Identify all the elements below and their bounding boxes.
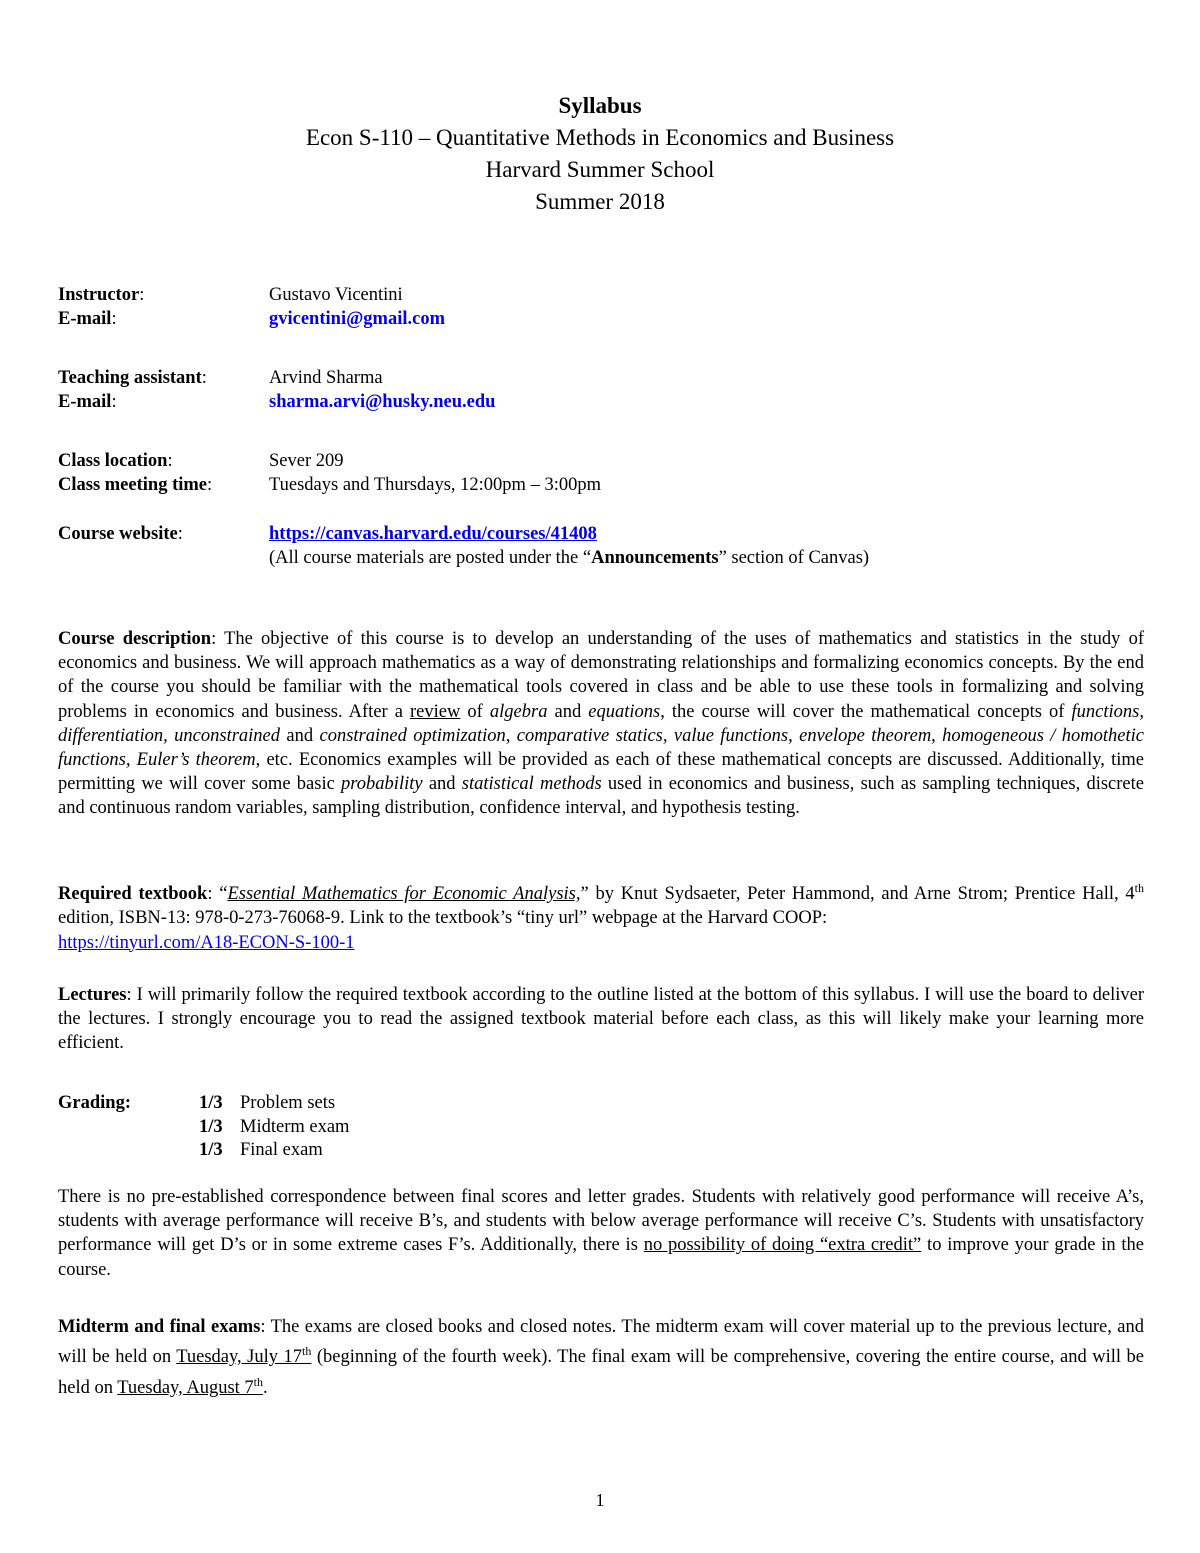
grading-policy: There is no pre-established correspondence between final scores and letter grades. Students with relatively good performance will receive A’s, students with average performance will receive B’s, and students with below average performance will receive C’s. Students with unsatisfactory performance will get D’s or in some extreme cases F’s. Additionally, there is no possibility of doing “extra credit” to improve your grade in the course.	[58, 1187, 1144, 1280]
website-label: Course website	[58, 524, 178, 544]
no-extra-credit: no possibility of doing “extra credit”	[643, 1235, 922, 1256]
term: Summer 2018	[535, 189, 665, 214]
ta-label: Teaching assistant	[58, 368, 202, 388]
instructor-email[interactable]: gvicentini@gmail.com	[269, 309, 445, 329]
ta-email-label: E-mail	[58, 392, 112, 412]
grading-item: Problem sets	[240, 1093, 336, 1113]
instructor-label: Instructor	[58, 285, 140, 305]
exams-section: Midterm and final exams: The exams are closed books and closed notes. The midterm exam will cover material up to the previous lecture, and will be held on Tuesday, July 17th (beginning of the fourth week). The final exam will be comprehensive, covering the entire course, and will be held on Tuesday, August 7th.	[58, 1317, 1145, 1398]
grading-fraction: 1/3	[199, 1140, 223, 1160]
syllabus-page	[58, 0, 1144, 1553]
instructor-email-label: E-mail	[58, 309, 112, 329]
midterm-date: Tuesday, July 17th	[176, 1344, 312, 1368]
lectures-text: I will primarily follow the required textbook according to the outline listed at the bottom of this syllabus. I will use the board to deliver the lectures. I strongly encourage you to read the assigned textbook material before each class, as this will likely make your learning more efficient.	[58, 985, 1144, 1054]
textbook-title: Essential Mathematics for Economic Analysis,	[227, 884, 581, 905]
ta-email[interactable]: sharma.arvi@husky.neu.edu	[269, 392, 496, 412]
announcements-label: Announcements	[591, 548, 719, 568]
grading-item: Midterm exam	[240, 1116, 350, 1137]
website-note: (All course materials are posted under the “Announcements” section of Canvas)	[269, 548, 870, 568]
required-textbook: Required textbook: “Essential Mathematics for Economic Analysis,” by Knut Sydsaeter, Peter Hammond, and Arne Strom; Prentice Hall, 4th edition, ISBN-13: 978-0-273-76068-9. Link to the textbook’s “tiny url” webpage at the Harvard COOP: https://tinyurl.com/A18-ECON-S-100-1	[58, 881, 1145, 953]
page-title: Syllabus	[558, 93, 642, 118]
school-name: Harvard Summer School	[485, 157, 715, 182]
title-block	[58, 90, 1142, 218]
location-label: Class location	[58, 451, 168, 471]
logistics-block: Class location: Sever 209 Class meeting time: Tuesdays and Thursdays, 12:00pm – 3:00pm	[58, 449, 1144, 497]
lectures-section: Lectures: I will primarily follow the required textbook according to the outline listed at the bottom of this syllabus. I will use the board to deliver the lectures. I strongly encourage you to read the assigned textbook material before each class, as this will likely make your learning more efficient.	[58, 985, 1144, 1054]
grading-section: Grading: 1/3 Problem sets 1/3 Midterm exam 1/3 Final exam	[58, 1092, 349, 1163]
grading-fraction: 1/3	[199, 1116, 223, 1137]
final-date: Tuesday, August 7th	[117, 1374, 263, 1398]
grading-fraction: 1/3	[199, 1093, 223, 1113]
lectures-label: Lectures	[58, 985, 127, 1005]
page-number: 1	[595, 1490, 605, 1510]
grading-label: Grading	[58, 1093, 125, 1113]
instructor-block: Instructor: Gustavo Vicentini E-mail: gvicentini@gmail.com	[58, 283, 1144, 331]
textbook-link[interactable]: https://tinyurl.com/A18-ECON-S-100-1	[58, 932, 355, 953]
textbook-label: Required textbook	[58, 884, 208, 905]
course-title: Econ S-110 – Quantitative Methods in Economics and Business	[305, 125, 895, 150]
description-label: Course description	[58, 629, 212, 649]
ta-name: Arvind Sharma	[269, 368, 383, 388]
instructor-name: Gustavo Vicentini	[269, 285, 403, 305]
review-word: review	[410, 701, 461, 722]
class-time: Tuesdays and Thursdays, 12:00pm – 3:00pm	[269, 475, 601, 495]
course-description: Course description: The objective of this course is to develop an understanding of the uses of mathematics and statistics in the study of economics and business. We will approach mathematics as a way of demonstrating relationships and formalizing economics concepts. By the end of the course you should be familiar with the mathematical tools covered in class and be able to use these tools in formalizing and solving problems in economics and business. After a review of algebra and equations, the course will cover the mathematical concepts of functions, differentiation, unconstrained and constrained optimization, comparative statics, value functions, envelope theorem, homogeneous / homothetic functions, Euler’s theorem, etc. Economics examples will be provided as each of these mathematical concepts are discussed. Additionally, time permitting we will cover some basic probability and statistical methods used in economics and business, such as sampling techniques, discrete and continuous random variables, sampling distribution, confidence interval, and hypothesis testing.	[58, 629, 1145, 819]
website-block: Course website: https://canvas.harvard.edu/courses/41408 (All course materials are posted under the “Announcements” section of Canvas)	[58, 522, 1144, 570]
grading-item: Final exam	[240, 1140, 323, 1160]
time-label: Class meeting time	[58, 475, 207, 495]
exams-label: Midterm and final exams	[58, 1317, 261, 1337]
class-location: Sever 209	[269, 451, 344, 471]
course-website-link[interactable]: https://canvas.harvard.edu/courses/41408	[269, 524, 597, 544]
ta-block: Teaching assistant: Arvind Sharma E-mail: sharma.arvi@husky.neu.edu	[58, 366, 1144, 414]
